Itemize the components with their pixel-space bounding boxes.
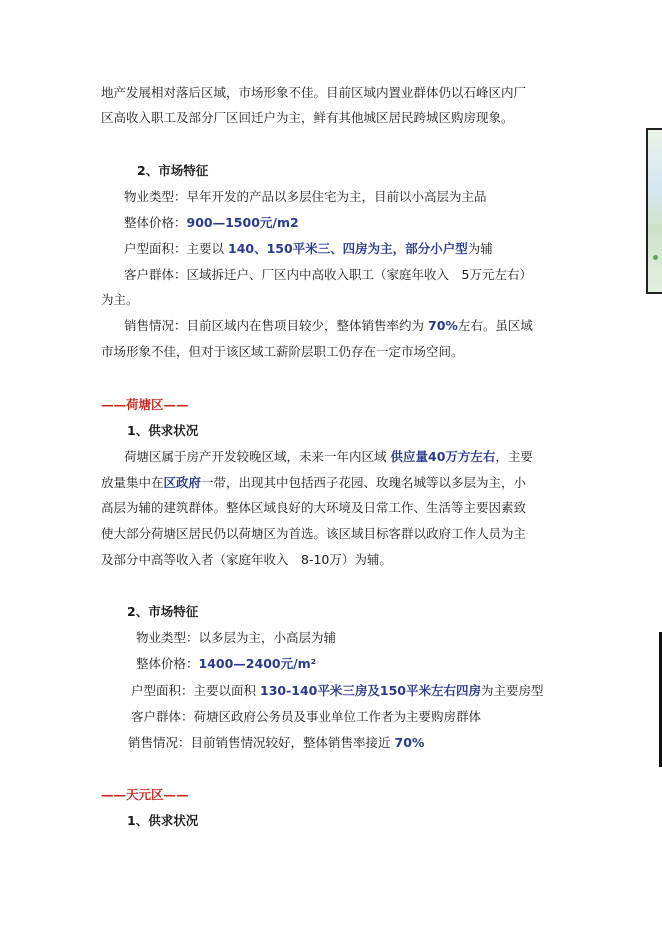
section-heading: 2、市场特征 xyxy=(127,604,199,619)
sales-rate: 70% xyxy=(428,318,458,333)
unit-label: 户型面积：主要以 xyxy=(124,241,225,256)
sales-text-tail: 左右。虽区域 xyxy=(457,318,533,333)
body-text-line xyxy=(124,449,533,465)
sales-line-cont: 市场形象不佳，但对于该区域工薪阶层职工仍存在一定市场空间。 xyxy=(101,344,464,359)
section-heading: 2、市场特征 xyxy=(137,163,209,178)
price-label: 整体价格： xyxy=(124,215,187,230)
map-marker-icon xyxy=(653,255,658,260)
sales-line xyxy=(128,735,424,751)
price-label: 整体价格： xyxy=(136,656,199,671)
body-text-line: 地产发展相对落后区域，市场形象不佳。目前区域内置业群体仍以石峰区内厂 xyxy=(101,85,527,100)
supply-amount: 供应量40万方左右 xyxy=(390,449,496,464)
unit-area-line xyxy=(131,683,543,699)
unit-area-line xyxy=(124,241,493,257)
text-span: ，主要 xyxy=(495,449,533,464)
body-text-line: 及部分中高等收入者（家庭年收入 8-10万）为辅。 xyxy=(101,552,392,567)
text-span: 荷塘区属于房产开发较晚区域，未来一年内区域 xyxy=(124,449,387,464)
property-type-line: 物业类型：以多层为主，小高层为辅 xyxy=(136,630,337,645)
price-value: 900—1500元/m2 xyxy=(186,215,299,230)
unit-highlight: 140、150平米三、四房为主， xyxy=(228,241,406,256)
body-text-line: 使大部分荷塘区居民仍以荷塘区为首选。该区域目标客群以政府工作人员为主 xyxy=(101,526,527,541)
district-title-tianyuan: ——天元区—— xyxy=(101,787,189,802)
section-heading: 1、供求状况 xyxy=(127,423,199,438)
unit-tail: 为辅 xyxy=(467,241,493,256)
property-type-line: 物业类型：早年开发的产品以多层住宅为主，目前以小高层为主品 xyxy=(124,189,487,204)
body-text-line: 区高收入职工及部分厂区回迁户为主，鲜有其他城区居民跨城区购房现象。 xyxy=(101,110,514,125)
unit-tail: 为主要房型 xyxy=(480,683,544,698)
customer-line: 客户群体：区域拆迁户、厂区内中高收入职工（家庭年收入 5万元左右） xyxy=(124,267,532,282)
text-span: 一带，出现其中包括西子花园、玫瑰名城等以多层为主，小 xyxy=(201,475,527,490)
customer-line: 客户群体：荷塘区政府公务员及事业单位工作者为主要购房群体 xyxy=(131,709,482,724)
customer-line-cont: 为主。 xyxy=(101,292,139,307)
unit-highlight-small: 部分小户型 xyxy=(405,241,468,256)
sales-text: 销售情况：目前区域内在售项目较少，整体销售率约为 xyxy=(124,318,425,333)
map-thumbnail-edge xyxy=(646,128,662,294)
sales-rate: 70% xyxy=(394,735,425,750)
unit-highlight: 130-140平米三房及150平米左右四房 xyxy=(260,683,481,698)
sales-text: 销售情况：目前销售情况较好，整体销售率接近 xyxy=(128,735,391,750)
price-line xyxy=(136,656,316,672)
price-line xyxy=(124,215,299,231)
district-title-hetang: ——荷塘区—— xyxy=(101,397,189,412)
unit-label: 户型面积：主要以面积 xyxy=(131,683,257,698)
section-heading: 1、供求状况 xyxy=(127,813,199,828)
sales-line xyxy=(124,318,533,334)
district-gov-highlight: 区政府 xyxy=(163,475,202,490)
body-text-line: 高层为辅的建筑群体。整体区域良好的大环境及日常工作、生活等主要因素致 xyxy=(101,500,527,515)
text-span: 放量集中在 xyxy=(101,475,164,490)
body-text-line xyxy=(101,475,526,491)
price-value: 1400—2400元/m² xyxy=(198,656,317,671)
